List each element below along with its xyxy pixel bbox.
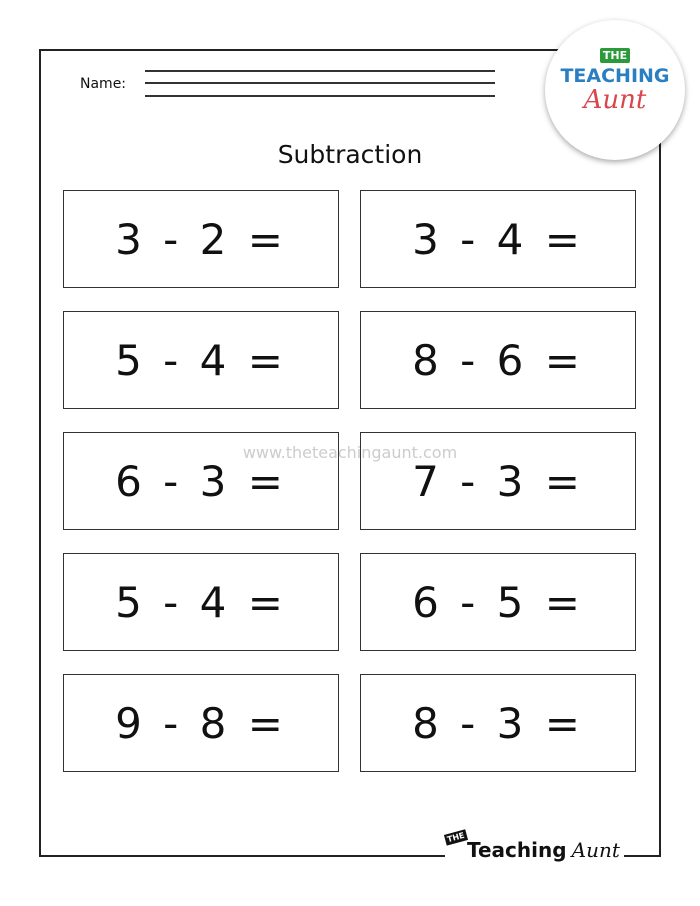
- name-line[interactable]: [145, 82, 495, 84]
- logo-teaching: TEACHING: [560, 65, 670, 87]
- border-right: [659, 140, 661, 857]
- problem-box: 6 - 3 =: [63, 432, 339, 530]
- problem-box: 5 - 4 =: [63, 553, 339, 651]
- footer-logo-the: THE: [444, 829, 468, 845]
- logo-the: THE: [600, 48, 630, 63]
- problem-box: 7 - 3 =: [360, 432, 636, 530]
- footer-logo: [445, 830, 624, 862]
- problem-box: 3 - 2 =: [63, 190, 339, 288]
- footer-logo-aunt: Aunt: [571, 838, 620, 862]
- teaching-aunt-logo: [545, 20, 685, 160]
- name-line[interactable]: [145, 70, 495, 72]
- name-line[interactable]: [145, 95, 495, 97]
- problem-box: 9 - 8 =: [63, 674, 339, 772]
- problem-box: 6 - 5 =: [360, 553, 636, 651]
- footer-logo-teaching: Teaching: [467, 838, 567, 862]
- border-top: [40, 49, 560, 51]
- problem-box: 8 - 3 =: [360, 674, 636, 772]
- problem-box: 8 - 6 =: [360, 311, 636, 409]
- name-label: Name:: [80, 76, 127, 92]
- problem-box: 5 - 4 =: [63, 311, 339, 409]
- watermark: www.theteachingaunt.com: [242, 443, 458, 462]
- page-title: Subtraction: [277, 140, 423, 169]
- logo-aunt: Aunt: [583, 85, 647, 115]
- problem-box: 3 - 4 =: [360, 190, 636, 288]
